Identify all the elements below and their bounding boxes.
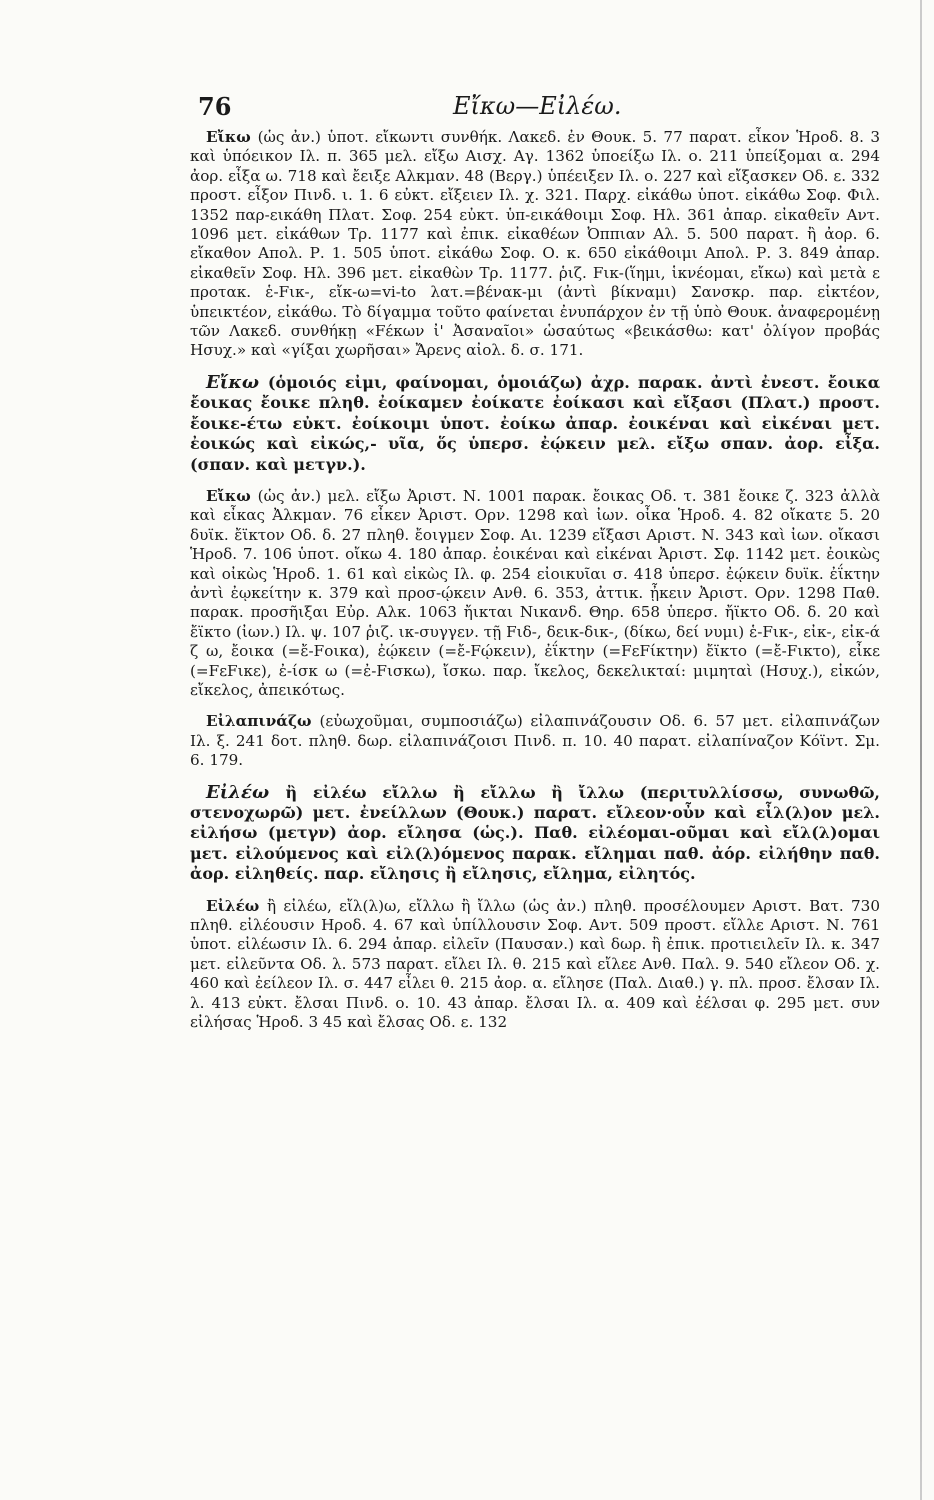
entry-text: (ὡς ἀν.) ὑποτ. εἴκωντι συνθήκ. Λακεδ. ἐν Θουκ. 5. 77 παρατ. εἶκον Ἡροδ. 8. 3 καὶ ὑπόεικον Ιλ. π. 365 μελ. εἴξω Αισχ. Αγ. 1362 ὑποείξω Ιλ. ο. 211 ὑπείξομαι α. 294 ἀορ. εἶξα ω. 718 καὶ ἔειξε Αλκμαν. 48 (Βεργ.) ὑπέειξεν Ιλ. ο. 227 καὶ εἴξασκεν Οδ. ε. 332 προστ. εἶξον Πινδ. ι. 1. 6 εὐκτ. εἴξειεν Ιλ. χ. 321. Παρχ. εἰκάθω ὑποτ. εἰκάθω Σοφ. Φιλ. 1352 παρ-εικάθη Πλατ. Σοφ. 254 εὐκτ. ὑπ-εικάθοιμι Σοφ. Ηλ. 361 ἀπαρ. εἰκαθεῖν Αντ. 1096 μετ. εἰκάθων Τρ. 1177 καὶ ἐπικ. εἰκαθέων Ὀππιαν Αλ. 5. 500 παρατ. ἢ ἀορ. 6. εἴκαθον Απολ. Ρ. 1. 505 ὑποτ. εἰκάθω Σοφ. Ο. κ. 650 εἰκάθοιμι Απολ. Ρ. 3. 849 ἀπαρ. εἰκαθεῖν Σοφ. Ηλ. 396 μετ. εἰκαθὼν Τρ. 1177. ῥιζ. Fικ-(ἵημι, ἱκνέομαι, εἴκω) καὶ μετὰ ε προτακ. ἑ-Fικ-, εἴκ-ω=vi-to λατ.=βένακ-μι (ἀντὶ βίκναμι) Σανσκρ. παρ. εἰκτέον, ὑπεικτέον, εἰκάθω. Τὸ δίγαμμα τοῦτο φαίνεται ἐνυπάρχον ἐν τῇ ὑπὸ Θουκ. ἀναφερομένῃ τῶν Λακεδ. συνθήκῃ «Fέκων ἰ' Ἀσαναῖοι» ὡσαύτως «βεικάσθω: κατ' ὀλίγον προβάς Ησυχ.» καὶ «γίξαι χωρῆσαι» Ἄρενς αἰολ. δ. σ. 171. [190, 128, 880, 360]
running-title: Εἴκω—Εἰλέω. [453, 92, 622, 120]
entry-eileo-1 [190, 783, 880, 885]
entry-text: (εὐωχοῦμαι, συμποσιάζω) εἰλαπινάζουσιν Οδ. 6. 57 μετ. εἰλαπινάζων Ιλ. ξ. 241 δοτ. πληθ. δωρ. εἰλαπινάζοισι Πινδ. π. 10. 40 παρατ. εἰλαπίναζον Κόϊντ. Σμ. 6. 179. [190, 712, 880, 770]
entry-head: Εἴκω [206, 486, 258, 505]
entry-eiko-2 [190, 373, 880, 475]
entry-head: Εἰλαπινάζω [206, 712, 320, 731]
page-header [198, 92, 758, 124]
entry-eiko-3 [190, 487, 880, 700]
entry-eiko-1 [190, 128, 880, 361]
entry-lemma: Εἴκω [206, 371, 268, 393]
page-number: 76 [198, 92, 232, 121]
entry-line: (ὁμοιός εἰμι, φαίνομαι, ὁμοιάζω) ἀχρ. παρακ. ἀντὶ ἐνεστ. [267, 372, 828, 392]
entry-text: (ὡς ἀν.) μελ. εἴξω Ἀριστ. Ν. 1001 παρακ. ἔοικας Οδ. τ. 381 ἔοικε ζ. 323 ἀλλὰ καὶ εἶκας Ἀλκμαν. 76 εἶκεν Ἀριστ. Ορν. 1298 καὶ ἰων. οἶκα Ἡροδ. 4. 82 οἴκατε 5. 20 δυϊκ. ἔϊκτον Οδ. δ. 27 πληθ. ἔοιγμεν Σοφ. Αι. 1239 εἴξασι Αριστ. Ν. 343 καὶ ἰων. οἴκασι Ἡροδ. 7. 106 ὑποτ. οἴκω 4. 180 ἀπαρ. ἐοικέναι καὶ εἰκέναι Ἀριστ. Σφ. 1142 μετ. ἐοικὼς καὶ οἰκὼς Ἡροδ. 1. 61 καὶ εἰκὼς Ιλ. φ. 254 εἰοικυῖαι σ. 418 ὑπερσ. ἐῴκειν δυϊκ. ἐΐκτην ἀντὶ ἐῳκείτην κ. 379 καὶ προσ-ῴκειν Ανθ. 6. 353, ἀττικ. ᾖκειν Ἀριστ. Ορν. 1298 Παθ. παρακ. προσῆιξαι Εὐρ. Αλκ. 1063 ἤικται Νικανδ. Θηρ. 658 ὑπερσ. ἤϊκτο Οδ. δ. 20 καὶ ἔϊκτο (ἰων.) Ιλ. ψ. 107 ῥιζ. ικ-συγγεν. τῇ Fιδ-, δεικ-δικ-, (δίκω, δεί νυμι) ἑ-Fικ-, εἰκ-, εἰκ-ά ζ ω, ἔοικα (=ἔ-Fοικα), ἐῴκειν (=ἔ-Fῴκειν), ἐΐκτην (=FεFίκτην) ἔϊκτο (=ἔ-Fικτο), εἶκε (=FεFικε), ἐ-ίσκ ω (=ἐ-Fισκω), ἴσκω. παρ. ἴκελος, δεκελικταί: μιμηταὶ (Ησυχ.), εἰκών, εἴκελος, ἀπεικότως. [190, 486, 880, 699]
entry-eileo-2 [190, 897, 880, 1033]
entry-text: ἢ εἰλέω, εἴλ(λ)ω, εἴλλω ἢ ἴλλω (ὡς ἀν.) πληθ. προσέλουμεν Αριστ. Βατ. 730 πληθ. εἰλέουσιν Ηροδ. 4. 67 καὶ ὑπίλλουσιν Σοφ. Αντ. 509 προστ. εἴλλε Αριστ. Ν. 761 ὑποτ. εἰλέωσιν Ιλ. 6. 294 ἀπαρ. εἰλεῖν (Παυσαν.) καὶ δωρ. ἢ ἐπικ. προτιειλεῖν Ιλ. κ. 347 μετ. εἰλεῦντα Οδ. λ. 573 παρατ. εἴλει Ιλ. θ. 215 καὶ εἴλεε Ανθ. Παλ. 9. 540 εἴλεον Οδ. χ. 460 καὶ ἐείλεον Ιλ. σ. 447 εἶλει θ. 215 ἀορ. α. εἴλησε (Παλ. Διαθ.) γ. πλ. προσ. ἔλσαν Ιλ. λ. 413 εὐκτ. ἔλσαι Πινδ. ο. 10. 43 ἀπαρ. ἔλσαι Ιλ. α. 409 καὶ ἐέλσαι φ. 295 μετ. συν εἰλήσας Ἡροδ. 3 45 καὶ ἔλσας Οδ. ε. 132 [190, 896, 880, 1032]
page-body [190, 128, 880, 1044]
entry-line: προστ. ἔοικε-έτω εὐκτ. ἐοίκοιμι ὑποτ. ἐοίκω ἀπαρ. ἐοικέναι καὶ εἰκέναι μετ. ἐοικώς καὶ εἰκώς,- υῖα, ὅς ὑπερσ. ἐῴκειν μελ. εἴξω σπαν. ἀορ. εἶξα. (σπαν. καὶ μετγν.). [190, 393, 880, 474]
entry-eilapinazo [190, 712, 880, 770]
entry-head: Εἰλέω [206, 896, 267, 915]
page-edge [920, 0, 922, 1500]
entry-head: Εἴκω [206, 128, 258, 146]
entry-line: ἔοικα ἔοικας ἔοικε πληθ. ἐοίκαμεν ἐοίκατε ἐοίκασι καὶ εἴξασι (Πλατ.) [190, 372, 881, 413]
entry-lemma: Εἰλέω [206, 781, 286, 803]
entry-line: ἢ εἰλέω εἴλλω ἢ εἴλλω ἢ ἴλλω (περιτυλλίσσω, συνωθῶ, στενοχωρῶ) μετ. ἐνείλλων (Θουκ.) παρατ. εἴλεον·οὖν καὶ εἶλ(λ)ον μελ. εἰλήσω (μετγν) ἀορ. εἴλησα (ὡς.). Παθ. εἰλέομαι-οῦμαι καὶ εἴλ(λ)ομαι μετ. εἰλούμενος καὶ εἰλ(λ)όμενος παρακ. εἴλημαι παθ. ἀόρ. εἰλήθην παθ. ἀορ. εἰληθείς. παρ. εἴλησις ἢ εἴλησις, εἴλημα, εἰλητός. [190, 782, 880, 884]
